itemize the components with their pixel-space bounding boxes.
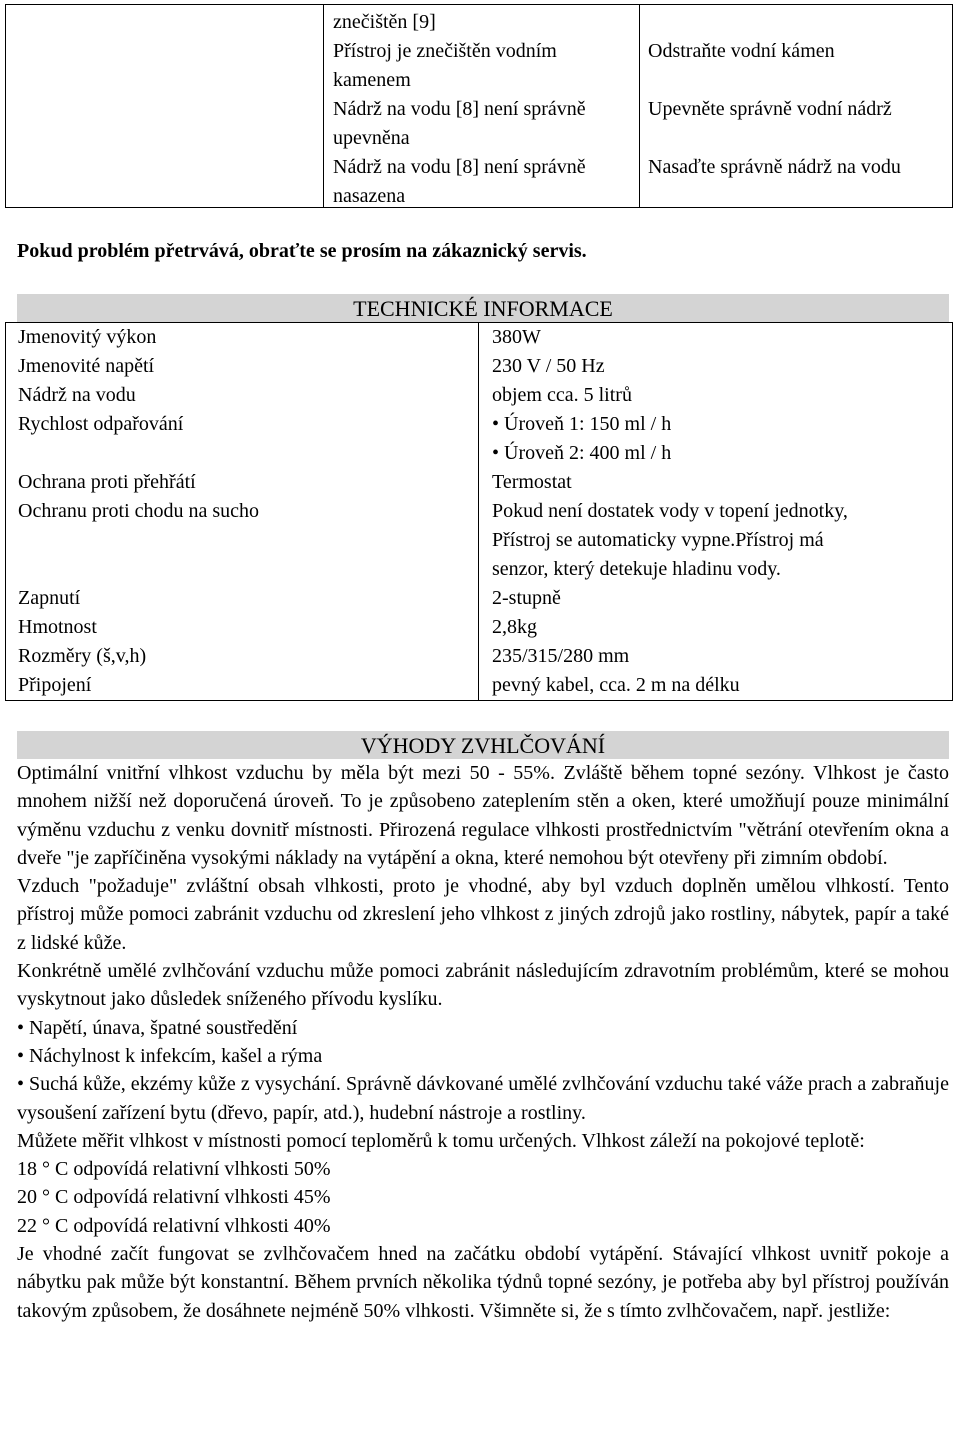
benefits-text xyxy=(17,759,949,1325)
spec-value-line: objem cca. 5 litrů xyxy=(492,384,632,406)
troubleshooting-table xyxy=(5,4,953,208)
table-divider xyxy=(639,5,640,207)
spec-row xyxy=(18,613,948,642)
spec-label: Zapnutí xyxy=(18,587,81,609)
spec-label: Jmenovité napětí xyxy=(18,355,155,377)
spec-value-line: • Úroveň 1: 150 ml / h xyxy=(492,413,672,435)
spec-row xyxy=(18,381,948,410)
spec-label: Jmenovitý výkon xyxy=(18,326,157,348)
spec-value-line: 230 V / 50 Hz xyxy=(492,355,605,377)
spec-value-line: pevný kabel, cca. 2 m na délku xyxy=(492,674,740,696)
support-note: Pokud problém přetrvává, obraťte se prosím na zákaznický servis. xyxy=(17,240,587,262)
cause-cell: Nádrž na vodu [8] není správně upevněna xyxy=(333,98,586,149)
solution-cell: Upevněte správně vodní nádrž xyxy=(648,98,892,120)
spec-label: Nádrž na vodu xyxy=(18,384,136,406)
spec-value xyxy=(492,352,952,381)
benefits-heading: VÝHODY ZVHLČOVÁNÍ xyxy=(17,731,949,759)
technical-info-table xyxy=(5,322,953,701)
empty-cell xyxy=(648,8,948,37)
cause-column xyxy=(333,8,633,211)
spec-value-line: senzor, který detekuje hladinu vody. xyxy=(492,558,781,580)
spec-value-line: 380W xyxy=(492,326,541,348)
spec-value xyxy=(492,613,952,642)
benefits-paragraph: Můžete měřit vlhkost v místnosti pomocí teploměrů k tomu určených. Vlhkost záleží na pokojové teplotě: xyxy=(17,1129,865,1152)
spec-value xyxy=(492,497,952,584)
spec-label: Rozměry (š,v,h) xyxy=(18,645,147,667)
spec-label: Připojení xyxy=(18,674,92,696)
spec-value xyxy=(492,642,952,671)
benefits-paragraph: 22 ° C odpovídá relativní vlhkosti 40% xyxy=(17,1214,331,1237)
spec-value-line: 2-stupně xyxy=(492,587,561,609)
spec-value-line: • Úroveň 2: 400 ml / h xyxy=(492,442,672,464)
spec-value xyxy=(492,584,952,613)
spec-value-line: Pokud není dostatek vody v topení jednotky, xyxy=(492,500,848,522)
spec-value xyxy=(492,671,952,700)
solution-column xyxy=(648,8,948,182)
spec-row xyxy=(18,410,948,464)
cause-cell: Nádrž na vodu [8] není správně nasazena xyxy=(333,156,586,207)
spec-value-line: 235/315/280 mm xyxy=(492,645,630,667)
spec-label: Ochranu proti chodu na sucho xyxy=(18,500,260,522)
spec-value xyxy=(492,410,952,468)
spec-value xyxy=(492,381,952,410)
benefits-paragraph: Optimální vnitřní vlhkost vzduchu by měla být mezi 50 - 55%. Zvláště během topné sezóny. Vlhkost je často mnohem nižší než doporučená úroveň. To je způsobeno zateplením stěn a oken, které umožňují pouze minimální výměnu vzduchu z venku dovnitř místnosti. Přirozená regulace vlhkosti prostřednictvím "větrání otevřením okna a dveře "je zapříčiněna vysokými náklady na vytápění a okna, které nemohou být otevřeny při zimním období. xyxy=(17,762,949,869)
spec-value-line: 2,8kg xyxy=(492,616,537,638)
spec-value-line: Termostat xyxy=(492,471,572,493)
table-divider xyxy=(323,5,324,207)
spec-label: Ochrana proti přehřátí xyxy=(18,471,196,493)
benefits-paragraph: 18 ° C odpovídá relativní vlhkosti 50% xyxy=(17,1158,331,1181)
spec-row xyxy=(18,468,948,497)
benefits-paragraph: Konkrétně umělé zvlhčování vzduchu může pomoci zabránit následujícím zdravotním problémům, které se mohou vyskytnout jako důsledek sníženého přívodu kyslíku. xyxy=(17,960,949,1011)
spec-row xyxy=(18,352,948,381)
benefits-paragraph: • Suchá kůže, ekzémy kůže z vysychání. Správně dávkované umělé zvlhčování vzduchu také váže prach a zabraňuje vysoušení zařízení bytu (dřevo, papír, atd.), hudební nástroje a rostliny. xyxy=(17,1073,949,1124)
benefits-paragraph: Je vhodné začít fungovat se zvlhčovačem hned na začátku období vytápění. Stávající vlhkost uvnitř pokoje a nábytku pak může být konstantní. Během prvních několika týdnů topné sezóny, je potřeba aby byl přístroj používán takovým způsobem, že dosáhnete nejméně 50% vlhkosti. Všimněte si, že s tímto zvlhčovačem, např. jestliže: xyxy=(17,1243,949,1322)
solution-cell: Odstraňte vodní kámen xyxy=(648,40,835,62)
benefits-paragraph: • Náchylnost k infekcím, kašel a rýma xyxy=(17,1044,323,1067)
spec-value xyxy=(492,323,952,352)
benefits-paragraph: 20 ° C odpovídá relativní vlhkosti 45% xyxy=(17,1186,331,1209)
cause-cell: Přístroj je znečištěn vodním kamenem xyxy=(333,40,557,91)
spec-row xyxy=(18,671,948,700)
spec-row xyxy=(18,584,948,613)
benefits-paragraph: • Napětí, únava, špatné soustředění xyxy=(17,1016,298,1039)
spec-label: Rychlost odpařování xyxy=(18,413,184,435)
spec-row xyxy=(18,323,948,352)
cause-cell: znečištěn [9] xyxy=(333,11,436,33)
spec-row xyxy=(18,497,948,580)
technical-info-heading: TECHNICKÉ INFORMACE xyxy=(17,294,949,322)
solution-cell: Nasaďte správně nádrž na vodu xyxy=(648,156,901,178)
spec-row xyxy=(18,642,948,671)
spec-label: Hmotnost xyxy=(18,616,97,638)
spec-value xyxy=(492,468,952,497)
spec-value-line: Přístroj se automaticky vypne.Přístroj má xyxy=(492,529,824,551)
benefits-paragraph: Vzduch "požaduje" zvláštní obsah vlhkosti, proto je vhodné, aby byl vzduch doplněn umělou vlhkostí. Tento přístroj může pomoci zabránit vzduchu od zkreslení jeho vlhkost z jiných zdrojů jako rostliny, nábytek, papír a také z lidské kůže. xyxy=(17,875,949,954)
